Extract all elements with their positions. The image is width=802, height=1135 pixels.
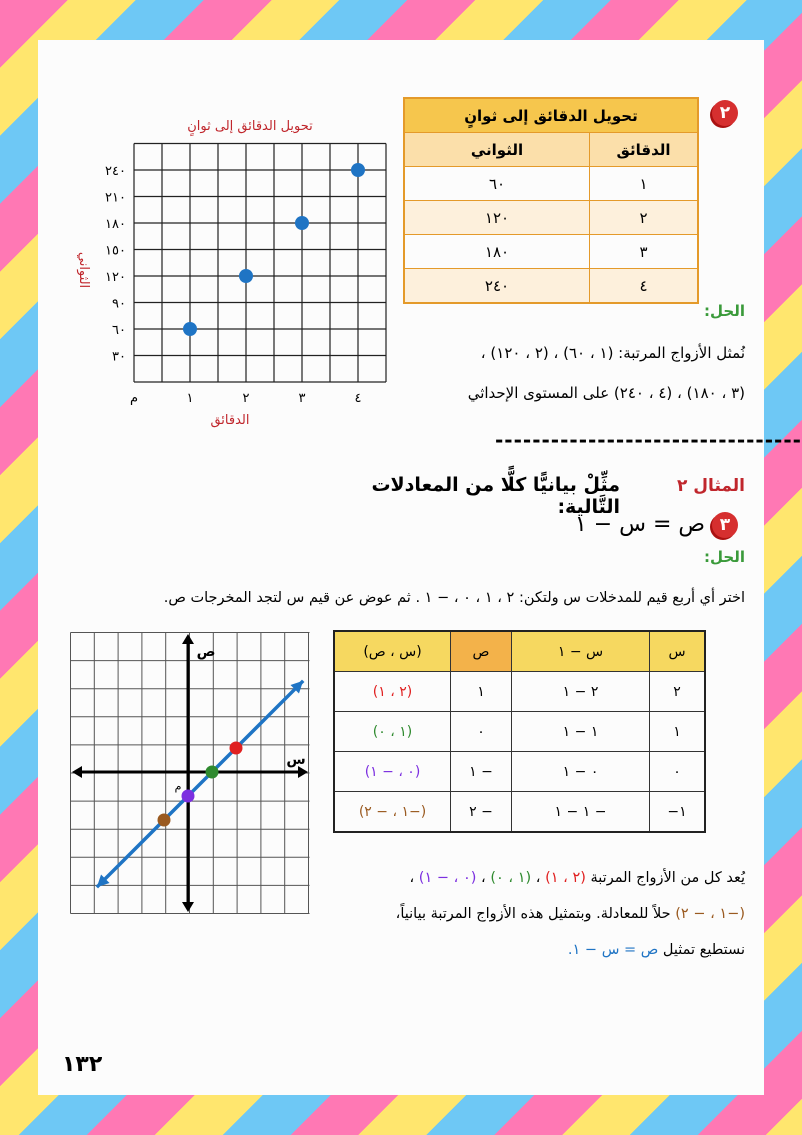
chart-title: تحويل الدقائق إلى ثوانٍ [187, 119, 313, 134]
conclusion-part: حلاً للمعادلة. وبتمثيل هذه الأزواج المرتبة بيانياً، [395, 906, 671, 922]
table-cell: ١ [451, 672, 512, 712]
example-number-badge: ٣ [712, 512, 738, 538]
table-cell: ٢ [650, 672, 706, 712]
data-point [239, 269, 253, 283]
solution-text-line1: نُمثل الأزواج المرتبة: (١ ، ٦٠) ، (٢ ، ١٢٠) ، [480, 344, 745, 362]
table-cell: ٠ [650, 752, 706, 792]
col-expr-header: س − ١ [512, 631, 650, 672]
table-cell: ٢ − ١ [512, 672, 650, 712]
table-row [334, 792, 705, 833]
origin-label: م [174, 780, 182, 793]
table-cell: ٤ [590, 269, 699, 304]
table-cell: ٣ [590, 235, 699, 269]
solution-label: الحل: [704, 302, 745, 320]
separator: ، [481, 870, 486, 886]
y-tick-label: ٢١٠ [105, 190, 126, 206]
y-tick-label: ٢٤٠ [105, 164, 126, 179]
y-tick-label: ١٢٠ [105, 270, 126, 285]
y-tick-label: ٣٠ [112, 349, 126, 365]
solution-label: الحل: [704, 548, 745, 566]
instruction-text: اختر أي أربع قيم للمدخلات س ولتكن: ٢ ، ١ ، ٠ ، − ١ . ثم عوض عن قيم س لتجد المخرجات ص. [163, 590, 745, 606]
separator: ، [535, 870, 541, 886]
data-point [351, 163, 365, 177]
conclusion-text [330, 860, 745, 968]
function-line [97, 681, 306, 887]
table-cell: ١ − ١ [512, 712, 650, 752]
x-tick-label: ٤ [354, 391, 362, 406]
col-y-header: ص [451, 631, 512, 672]
x-tick-label: ٣ [298, 391, 306, 406]
y-axis-label: الثواني [76, 251, 91, 289]
y-tick-label: ١٥٠ [105, 243, 126, 259]
col-pair-header: (س ، ص) [334, 631, 451, 672]
ordered-pair-cell: (٠ ، − ١) [334, 752, 451, 792]
section-divider: --------------------------------- [495, 428, 802, 452]
y-tick-label: ١٨٠ [105, 217, 126, 232]
equation: ص = س − ١ [574, 512, 705, 537]
col-minutes-header: الدقائق [590, 133, 699, 167]
x-tick-label: ١ [186, 391, 194, 406]
origin-label: م [129, 391, 139, 406]
y-axis-label: ص [196, 644, 216, 660]
example-label: المثال ٢ [677, 476, 745, 496]
x-axis-label: س [286, 752, 306, 768]
ordered-pair-cell: (١ ، ٠) [334, 712, 451, 752]
function-table [333, 630, 706, 833]
y-tick-label: ٦٠ [112, 323, 126, 338]
data-point [206, 766, 219, 779]
minutes-seconds-chart [60, 110, 400, 440]
table-cell: ١٨٠ [404, 235, 590, 269]
ordered-pair-cell: (−١ ، − ٢) [334, 792, 451, 833]
table-cell: ٦٠ [404, 167, 590, 201]
table-cell: − ٢ [451, 792, 512, 833]
equation-highlight: ص = س − ١. [567, 942, 659, 958]
table-cell: − ١ − ١ [512, 792, 650, 833]
table-cell: ٠ − ١ [512, 752, 650, 792]
table-cell: ١٢٠ [404, 201, 590, 235]
x-axis-label: الدقائق [210, 413, 250, 428]
solution-text-line2: (٣ ، ١٨٠) ، (٤ ، ٢٤٠) على المستوى الإحداثي [467, 384, 745, 402]
separator: ، [409, 870, 415, 886]
table-cell: ١ [650, 712, 706, 752]
data-point [158, 814, 171, 827]
example-number-badge: ٢ [712, 100, 738, 126]
ordered-pair-text: (٢ ، ١) [545, 870, 586, 886]
conclusion-part: يُعد كل من الأزواج المرتبة [590, 870, 745, 886]
ordered-pair-text: (١ ، ٠) [490, 870, 532, 886]
page-number: ١٣٢ [62, 1052, 103, 1077]
table-cell: − ١ [451, 752, 512, 792]
x-tick-label: ٢ [242, 391, 250, 406]
example-heading: مثِّلْ بيانيًّا كلًّا من المعادلات التَّالية: [371, 474, 620, 518]
data-point [183, 322, 197, 336]
ordered-pair-text: (−١ ، − ٢) [675, 906, 745, 922]
y-tick-label: ٩٠ [112, 296, 126, 312]
linear-function-chart [70, 632, 310, 914]
ordered-pair-text: (٠ ، − ١) [418, 870, 477, 886]
table-cell: ١− [650, 792, 706, 833]
table-cell: ٠ [451, 712, 512, 752]
table-title: تحويل الدقائق إلى ثوانٍ [404, 98, 698, 133]
table-cell: ٢٤٠ [404, 269, 590, 304]
col-x-header: س [650, 631, 706, 672]
data-point [182, 790, 195, 803]
ordered-pair-cell: (٢ ، ١) [334, 672, 451, 712]
table-row [334, 672, 705, 712]
table-row [334, 712, 705, 752]
data-point [230, 742, 243, 755]
table-cell: ١ [590, 167, 699, 201]
conclusion-part: نستطيع تمثيل [662, 942, 745, 958]
col-seconds-header: الثواني [404, 133, 590, 167]
y-axis-arrow-down [182, 902, 194, 912]
table-cell: ٢ [590, 201, 699, 235]
data-point [295, 216, 309, 230]
table-row [334, 752, 705, 792]
minutes-seconds-table [403, 97, 699, 304]
x-axis-arrow-left [72, 766, 82, 778]
y-axis-arrow-up [182, 634, 194, 644]
